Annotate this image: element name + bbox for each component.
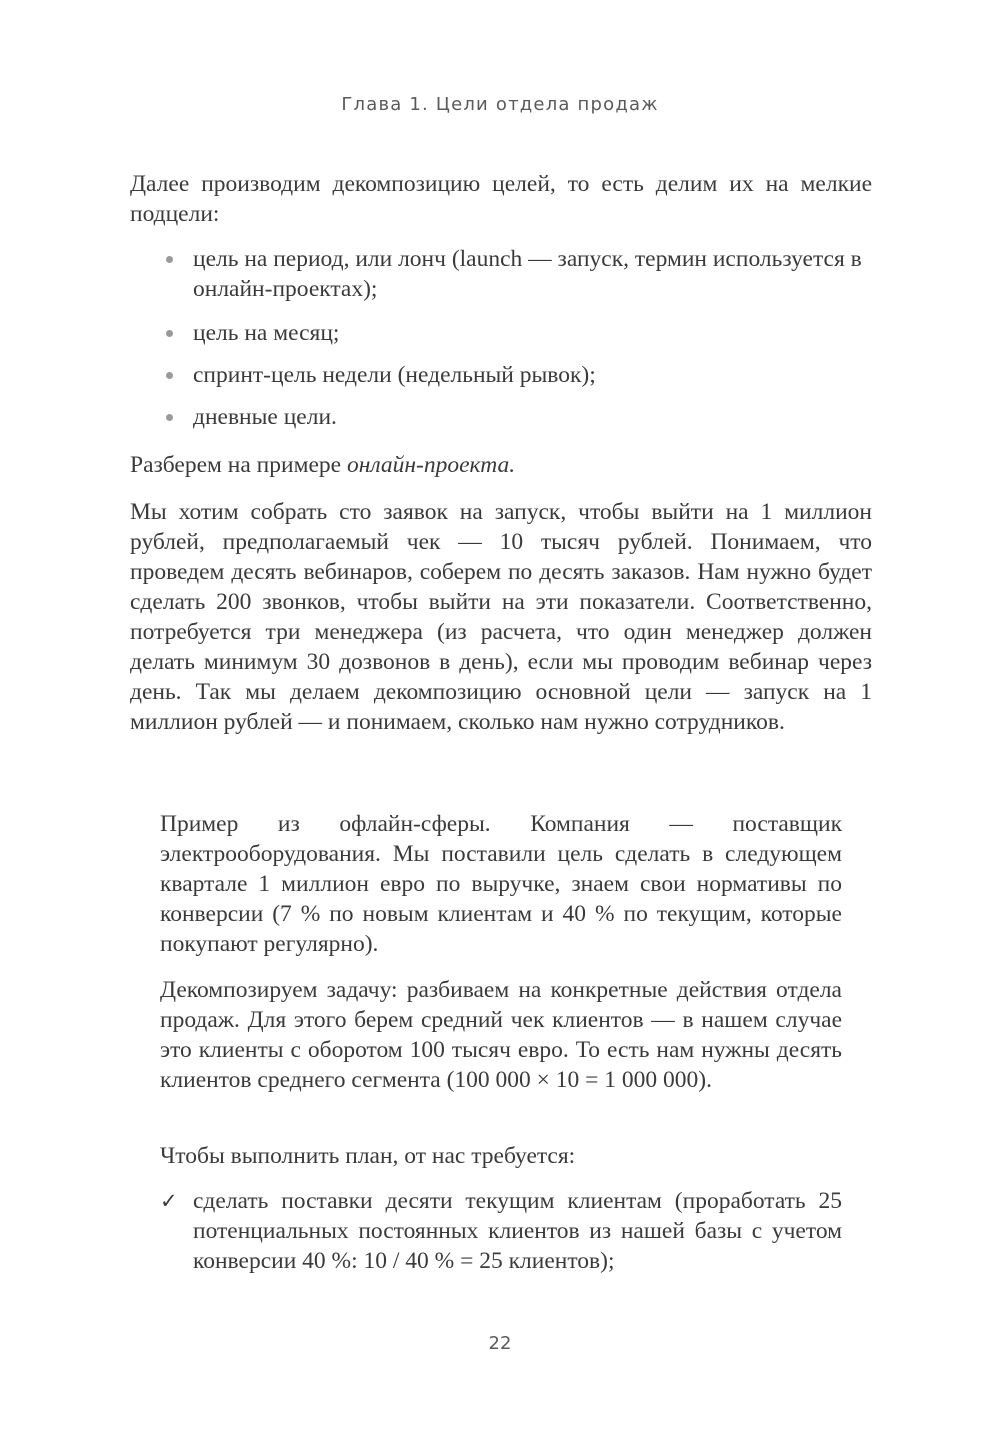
offline-example-paragraph: Пример из офлайн-сферы. Компания — поставщик электрооборудования. Мы поставили цель сделать в следующем квартале 1 миллион евро по выручке, знаем свои нормативы по конверсии (7 % по новым клиентам и 40 % по текущим, которые покупают регулярно). (160, 811, 842, 957)
bullet-dot-icon (166, 256, 173, 263)
decompose-paragraph: Декомпозируем задачу: разбиваем на конкретные действия отдела продаж. Для этого берем средний чек клиентов — в нашем случае это клиенты с оборотом 100 тысяч евро. То есть нам нужны десять клиентов среднего сегмента (100 000 × 10 = 1 000 000). (160, 977, 842, 1093)
online-example-paragraph: Мы хотим собрать сто заявок на запуск, чтобы выйти на 1 миллион рублей, предполагаемый чек — 10 тысяч рублей. Понимаем, что проведем десять вебинаров, соберем по десять заказов. Нам нужно будет сделать 200 звонков, чтобы выйти на эти показатели. Соответственно, потребуется три менеджера (из расчета, что один менеджер должен делать минимум 30 дозвонов в день), если мы проводим вебинар через день. Так мы делаем декомпозицию основной цели — запуск на 1 миллион рублей — и понимаем, сколько нам нужно сотрудников. (130, 499, 872, 735)
plan-item-text: сделать поставки десяти текущим клиентам (проработать 25 потенциальных постоянных клиентов из нашей базы с учетом конверсии 40 %: 10 / 40 % = 25 клиентов); (193, 1188, 842, 1274)
list-item-text: цель на месяц; (193, 320, 340, 346)
example-intro-paragraph (130, 450, 872, 480)
bullet-dot-icon (166, 330, 173, 337)
bullet-dot-icon (166, 414, 173, 421)
intro-paragraph: Далее производим декомпозицию целей, то есть делим их на мелкие подцели: (130, 171, 872, 227)
example-intro-prefix: Разберем на примере (130, 452, 347, 478)
plan-intro-paragraph: Чтобы выполнить план, от нас требуется: (160, 1143, 576, 1169)
example-intro-emphasis: онлайн-проекта. (346, 452, 516, 478)
check-mark-icon: ✓ (160, 1189, 178, 1213)
list-item-text: цель на период, или лонч (launch — запуск, термин используется в онлайн-проектах); (193, 246, 862, 302)
bullet-dot-icon (166, 372, 173, 379)
running-head: Глава 1. Цели отдела продаж (341, 94, 659, 115)
list-item-text: спринт-цель недели (недельный рывок); (193, 362, 596, 388)
list-item-text: дневные цели. (193, 404, 337, 430)
page-number: 22 (488, 1333, 512, 1354)
